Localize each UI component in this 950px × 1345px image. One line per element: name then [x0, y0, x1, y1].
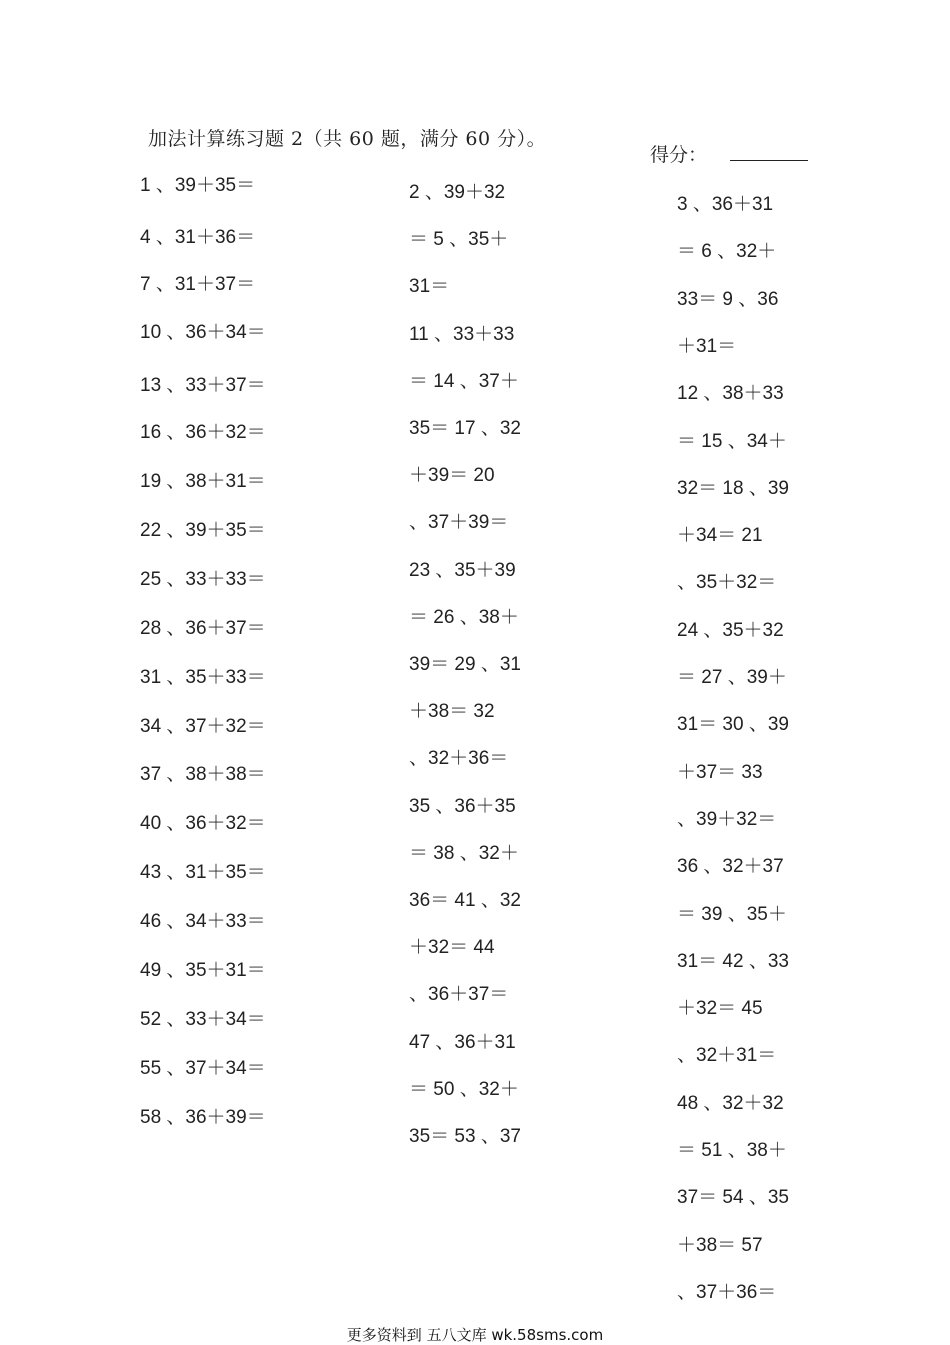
question-line: 10 、36＋34＝: [140, 322, 266, 343]
page-title: 加法计算练习题 2（共 60 题，满分 60 分）。: [148, 128, 547, 150]
question-line: 19 、38＋31＝: [140, 471, 266, 492]
question-line: 3 、36＋31: [677, 194, 774, 215]
question-line: 16 、36＋32＝: [140, 422, 266, 443]
question-line: 34 、37＋32＝: [140, 716, 266, 737]
question-line: ＋38＝ 32: [409, 701, 495, 723]
question-column-2: [409, 0, 609, 1150]
question-line: ＝ 50 、32＋: [409, 1078, 519, 1100]
question-line: ＋34＝ 21: [677, 525, 763, 547]
question-line: 23 、35＋39: [409, 559, 516, 581]
question-line: 35 、36＋35: [409, 795, 516, 817]
question-line: ＋31＝: [677, 335, 737, 357]
question-line: 32＝ 18 、39: [677, 477, 789, 499]
question-line: ＋38＝ 57: [677, 1234, 763, 1256]
question-line: ＝ 26 、38＋: [409, 606, 519, 628]
question-line: 43 、31＋35＝: [140, 862, 266, 883]
question-line: ＋39＝ 20: [409, 465, 495, 487]
question-line: ＝ 5 、35＋: [409, 229, 509, 251]
question-column-1: [140, 0, 340, 1344]
question-line: 25 、33＋33＝: [140, 569, 266, 590]
question-line: 4 、31＋36＝: [140, 227, 256, 248]
question-line: 37 、38＋38＝: [140, 764, 266, 785]
question-line: ＝ 38 、32＋: [409, 842, 519, 864]
question-line: 37＝ 54 、35: [677, 1187, 789, 1209]
question-line: 52 、33＋34＝: [140, 1009, 266, 1030]
question-line: ＋32＝ 45: [677, 998, 763, 1020]
question-line: 、39＋32＝: [677, 808, 777, 830]
question-line: 24 、35＋32: [677, 619, 784, 641]
question-line: 39＝ 29 、31: [409, 654, 521, 675]
question-line: ＝ 6 、32＋: [677, 241, 777, 263]
question-line: 28 、36＋37＝: [140, 618, 266, 639]
question-line: 36＝ 41 、32: [409, 890, 521, 911]
question-line: ＋32＝ 44: [409, 937, 495, 959]
question-line: 、35＋32＝: [677, 572, 777, 594]
question-line: 1 、39＋35＝: [140, 175, 256, 196]
question-line: 48 、32＋32: [677, 1092, 784, 1114]
question-line: 55 、37＋34＝: [140, 1058, 266, 1079]
question-line: 40 、36＋32＝: [140, 813, 266, 834]
question-line: 12 、38＋33: [677, 383, 784, 405]
question-line: 31＝ 42 、33: [677, 950, 789, 972]
question-line: 47 、36＋31: [409, 1031, 516, 1053]
question-line: 33＝ 9 、36: [677, 288, 779, 310]
question-line: 35＝ 17 、32: [409, 418, 521, 439]
question-line: 58 、36＋39＝: [140, 1107, 266, 1128]
question-line: 31＝: [409, 276, 450, 298]
question-line: ＝ 27 、39＋: [677, 667, 787, 688]
question-line: 35＝ 53 、37: [409, 1126, 521, 1147]
question-line: ＝ 51 、38＋: [677, 1140, 787, 1161]
footer-watermark: 更多资料到 五八文库 wk.58sms.com: [346, 1326, 604, 1344]
question-line: 2 、39＋32: [409, 182, 506, 203]
question-line: 22 、39＋35＝: [140, 520, 266, 541]
question-line: 46 、34＋33＝: [140, 911, 266, 932]
question-line: ＋37＝ 33: [677, 761, 763, 783]
question-line: 、37＋36＝: [677, 1281, 777, 1303]
question-line: 49 、35＋31＝: [140, 960, 266, 981]
question-line: 、36＋37＝: [409, 984, 509, 1006]
question-line: ＝ 39 、35＋: [677, 903, 787, 925]
question-line: 13 、33＋37＝: [140, 375, 266, 396]
question-line: 、37＋39＝: [409, 512, 509, 534]
question-line: ＝ 15 、34＋: [677, 430, 787, 452]
question-line: 31＝ 30 、39: [677, 714, 789, 736]
question-line: 、32＋36＝: [409, 748, 509, 770]
question-line: 7 、31＋37＝: [140, 274, 256, 295]
question-line: 、32＋31＝: [677, 1045, 777, 1067]
question-line: 31 、35＋33＝: [140, 667, 266, 688]
question-line: 36 、32＋37: [677, 856, 784, 878]
question-line: 11 、33＋33: [409, 323, 515, 345]
question-column-3: [677, 0, 877, 1344]
score-label: 得分：: [650, 144, 708, 166]
question-line: ＝ 14 、37＋: [409, 370, 519, 392]
